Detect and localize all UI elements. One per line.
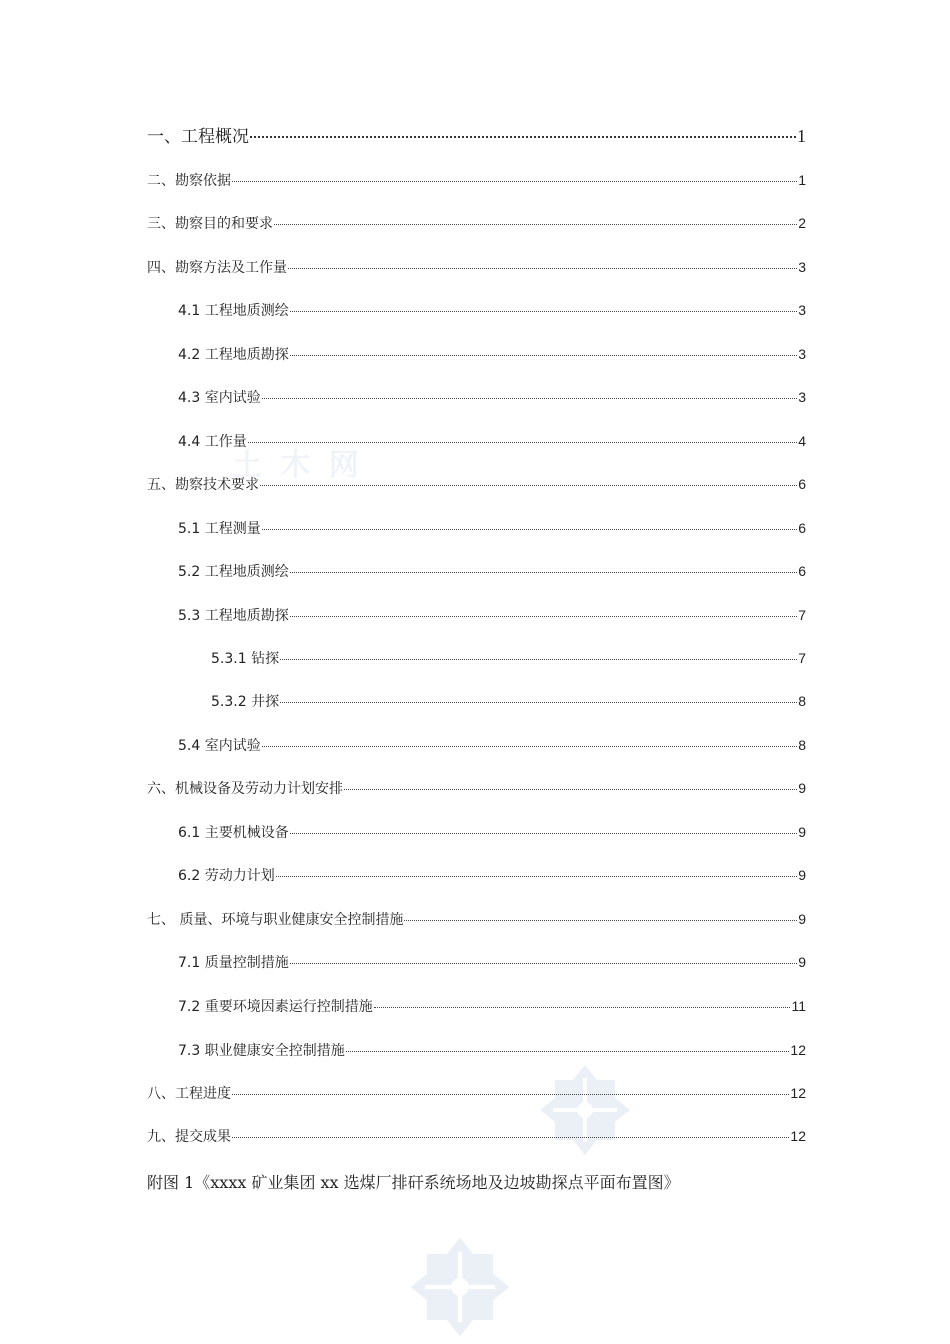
toc-entry-title: 七、 质量、环境与职业健康安全控制措施: [147, 912, 404, 928]
toc-entry-title: 5.4 室内试验: [178, 738, 261, 754]
toc-entry-page: 6: [798, 563, 806, 579]
toc-entry-page: 8: [798, 737, 806, 753]
toc-entry-title: 一、工程概况: [147, 127, 249, 147]
toc-dot-leader: [374, 1007, 791, 1008]
toc-entry-page: 2: [798, 215, 806, 231]
toc-entry-title: 二、勘察依据: [147, 173, 231, 189]
toc-dot-leader: [262, 398, 797, 399]
toc-entry-title: 5.2 工程地质测绘: [178, 564, 289, 580]
toc-entry[interactable]: [178, 997, 806, 1016]
toc-dot-leader: [274, 224, 797, 225]
toc-entry-title: 五、勘察技术要求: [147, 477, 259, 493]
toc-dot-leader: [280, 659, 797, 660]
toc-entry-page: 7: [798, 607, 806, 623]
toc-entry-page: 3: [798, 346, 806, 362]
toc-dot-leader: [280, 702, 797, 703]
toc-entry[interactable]: [211, 649, 806, 668]
toc-dot-leader: [232, 1094, 789, 1095]
toc-entry-title: 5.3.2 井探: [211, 694, 280, 710]
toc-entry[interactable]: [178, 562, 806, 581]
toc-entry-page: 9: [798, 867, 806, 883]
toc-entry-title: 四、勘察方法及工作量: [147, 260, 287, 276]
toc-entry-page: 9: [798, 911, 806, 927]
toc-dot-leader: [276, 876, 797, 877]
toc-entry-title: 4.4 工作量: [178, 434, 247, 450]
toc-entry[interactable]: [147, 910, 806, 929]
toc-entry[interactable]: [178, 388, 806, 407]
toc-entry-page: 12: [790, 1042, 806, 1058]
toc-entry-title: 4.3 室内试验: [178, 390, 261, 406]
toc-entry-page: 3: [798, 259, 806, 275]
toc-entry-title: 八、工程进度: [147, 1086, 231, 1102]
toc-entry-title: 7.1 质量控制措施: [178, 955, 289, 971]
toc-entry-title: 5.3 工程地质勘探: [178, 608, 289, 624]
toc-entry-page: 6: [798, 476, 806, 492]
toc-entry[interactable]: [178, 823, 806, 842]
toc-entry[interactable]: [178, 519, 806, 538]
toc-entry[interactable]: [178, 345, 806, 364]
toc-entry[interactable]: [147, 475, 806, 494]
toc-entry-page: 6: [798, 520, 806, 536]
toc-entry-title: 6.1 主要机械设备: [178, 825, 289, 841]
toc-entry[interactable]: [178, 432, 806, 451]
toc-entry[interactable]: [178, 606, 806, 625]
toc-entry[interactable]: [147, 127, 806, 146]
toc-entry-page: 3: [798, 302, 806, 318]
toc-entry-page: 12: [790, 1085, 806, 1101]
appendix-title: 附图 1《xxxx 矿业集团 xx 选煤厂排矸系统场地及边坡勘探点平面布置图》: [147, 1173, 680, 1192]
toc-entry-title: 6.2 劳动力计划: [178, 868, 275, 884]
toc-entry-title: 7.2 重要环境因素运行控制措施: [178, 999, 373, 1015]
toc-dot-leader: [262, 746, 797, 747]
toc-entry[interactable]: [147, 779, 806, 798]
toc-dot-leader: [344, 789, 797, 790]
toc-entry-page: 7: [798, 650, 806, 666]
toc-dot-leader: [290, 311, 797, 312]
toc-entry-page: 9: [798, 824, 806, 840]
toc-entry-page: 8: [798, 693, 806, 709]
toc-dot-leader: [250, 136, 796, 138]
toc-dot-leader: [290, 833, 797, 834]
toc-dot-leader: [290, 355, 797, 356]
toc-dot-leader: [346, 1051, 790, 1052]
toc-entry[interactable]: [147, 258, 806, 277]
toc-entry-page: 9: [798, 954, 806, 970]
toc-entry[interactable]: [147, 171, 806, 190]
toc-entry-page: 4: [798, 433, 806, 449]
toc-entry-page: 9: [798, 780, 806, 796]
toc-entry-title: 六、机械设备及劳动力计划安排: [147, 781, 343, 797]
toc-dot-leader: [288, 268, 797, 269]
toc-entry-title: 三、勘察目的和要求: [147, 216, 273, 232]
toc-entry[interactable]: [147, 214, 806, 233]
toc-dot-leader: [404, 920, 797, 921]
toc-entry-page: 1: [797, 126, 806, 146]
watermark-text: 土 木 网: [232, 448, 363, 483]
toc-entry-title: 4.2 工程地质勘探: [178, 347, 289, 363]
toc-dot-leader: [290, 572, 797, 573]
toc-dot-leader: [248, 442, 797, 443]
toc-entry-page: 11: [791, 998, 806, 1014]
toc-dot-leader: [232, 1137, 789, 1138]
toc-entry[interactable]: [178, 1041, 806, 1060]
toc-entry-title: 7.3 职业健康安全控制措施: [178, 1043, 345, 1059]
toc-entry[interactable]: [147, 1127, 806, 1146]
toc-entry[interactable]: [211, 692, 806, 711]
toc-entry[interactable]: [178, 866, 806, 885]
toc-dot-leader: [290, 963, 797, 964]
toc-entry[interactable]: [147, 1084, 806, 1103]
toc-entry[interactable]: [178, 953, 806, 972]
toc-entry-title: 4.1 工程地质测绘: [178, 303, 289, 319]
toc-entry-title: 5.3.1 钻探: [211, 651, 280, 667]
toc-entry-page: 3: [798, 389, 806, 405]
toc-entry-title: 5.1 工程测量: [178, 521, 261, 537]
toc-dot-leader: [260, 485, 797, 486]
toc-entry-page: 12: [790, 1128, 806, 1144]
toc-entry[interactable]: [178, 736, 806, 755]
toc-entry-title: 九、提交成果: [147, 1129, 231, 1145]
toc-entry[interactable]: [178, 301, 806, 320]
toc-dot-leader: [290, 616, 797, 617]
toc-dot-leader: [262, 529, 797, 530]
toc-dot-leader: [232, 181, 797, 182]
toc-entry-page: 1: [798, 172, 806, 188]
